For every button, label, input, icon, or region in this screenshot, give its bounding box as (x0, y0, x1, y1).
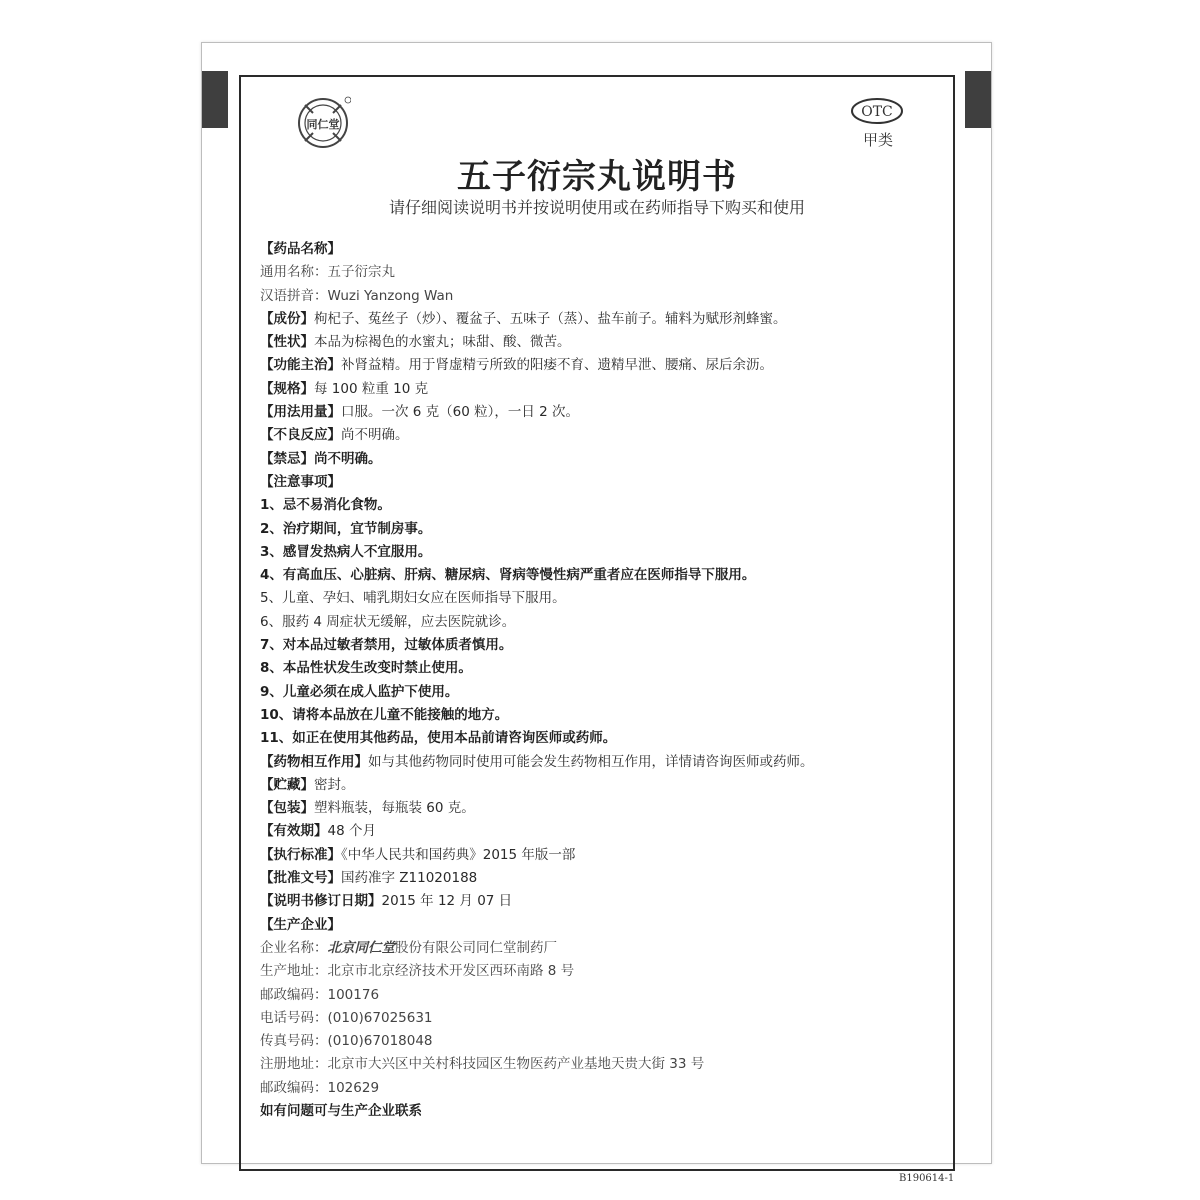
specification-row (260, 378, 940, 401)
precaution-item: 11、如正在使用其他药品，使用本品前请咨询医师或药师。 (260, 730, 617, 747)
fax-value: (010)67018048 (327, 1033, 433, 1050)
otc-class-label: 甲类 (862, 131, 893, 149)
left-edge-tab (202, 71, 228, 128)
precaution-item: 4、有高血压、心脏病、肝病、糖尿病、肾病等慢性病严重者应在医师指导下服用。 (260, 567, 756, 584)
approval-value: 国药准字 Z11020188 (341, 870, 478, 887)
precaution-item: 5、儿童、孕妇、哺乳期妇女应在医师指导下服用。 (260, 590, 566, 607)
storage-row (260, 774, 940, 797)
reg-zip-value: 102629 (327, 1079, 380, 1096)
address-label: 生产地址： (260, 963, 328, 980)
description-label: 【性状】 (260, 334, 314, 351)
generic-name-label: 通用名称： (260, 264, 328, 281)
precaution-item: 2、治疗期间，宜节制房事。 (260, 520, 432, 537)
contraindications-label: 【禁忌】 (260, 450, 314, 467)
adverse-row (260, 424, 940, 447)
document-subtitle: 请仔细阅读说明书并按说明使用或在药师指导下购买和使用 (388, 198, 805, 217)
reg-address-value: 北京市大兴区中关村科技园区生物医药产业基地天贵大街 33 号 (327, 1056, 705, 1073)
package-value: 塑料瓶装，每瓶装 60 克。 (314, 800, 475, 817)
manufacturer-heading: 【生产企业】 (260, 916, 341, 933)
zip-row (260, 984, 940, 1007)
ingredients-value: 枸杞子、菟丝子（炒）、覆盆子、五味子（蒸）、盐车前子。辅料为赋形剂蜂蜜。 (314, 310, 787, 327)
adverse-label: 【不良反应】 (260, 427, 341, 444)
description-value: 本品为棕褐色的水蜜丸；味甜、酸、微苦。 (314, 334, 571, 351)
reg-zip-row (260, 1077, 940, 1100)
pinyin-label: 汉语拼音： (260, 287, 328, 304)
company-brand: 北京同仁堂 (327, 939, 395, 956)
generic-name-value: 五子衍宗丸 (327, 264, 395, 281)
logo-text: 同仁堂 (306, 118, 340, 131)
phone-label: 电话号码： (260, 1009, 328, 1026)
revision-label: 【说明书修订日期】 (260, 893, 382, 910)
company-name: 股份有限公司同仁堂制药厂 (395, 939, 557, 956)
precaution-item: 7、对本品过敏者禁用，过敏体质者慎用。 (260, 637, 513, 654)
document-title: 五子衍宗丸说明书 (457, 157, 737, 197)
reg-address-label: 注册地址： (260, 1056, 328, 1073)
approval-row (260, 867, 940, 890)
storage-value: 密封。 (314, 776, 355, 793)
instruction-sheet (201, 42, 992, 1184)
package-row (260, 797, 940, 820)
fax-row (260, 1030, 940, 1053)
reg-zip-label: 邮政编码： (260, 1079, 328, 1096)
precaution-item: 9、儿童必须在成人监护下使用。 (260, 683, 459, 700)
company-row (260, 937, 940, 960)
contraindications-value: 尚不明确。 (314, 450, 382, 467)
dosage-value: 口服。一次 6 克（60 粒），一日 2 次。 (341, 404, 580, 421)
generic-name-row (260, 261, 940, 284)
dosage-label: 【用法用量】 (260, 404, 341, 421)
address-row (260, 960, 940, 983)
right-edge-tab (965, 71, 991, 128)
contact-note: 如有问题可与生产企业联系 (260, 1102, 422, 1119)
interactions-label: 【药物相互作用】 (260, 753, 368, 770)
specification-label: 【规格】 (260, 380, 314, 397)
pinyin-value: Wuzi Yanzong Wan (327, 287, 454, 304)
fax-label: 传真号码： (260, 1033, 328, 1050)
zip-value: 100176 (327, 986, 380, 1003)
specification-value: 每 100 粒重 10 克 (314, 380, 429, 397)
ingredients-label: 【成份】 (260, 310, 314, 327)
revision-row (260, 890, 940, 913)
standard-value: 《中华人民共和国药典》2015 年版一部 (341, 846, 576, 863)
drug-name-heading: 【药品名称】 (260, 241, 341, 257)
indications-value: 补肾益精。用于肾虚精亏所致的阳痿不育、遗精早泄、腰痛、尿后余沥。 (341, 357, 773, 374)
pinyin-row (260, 285, 940, 308)
reg-address-row (260, 1053, 940, 1076)
precautions-heading: 【注意事项】 (260, 473, 341, 490)
indications-row (260, 354, 940, 377)
dosage-row (260, 401, 940, 424)
phone-value: (010)67025631 (327, 1009, 433, 1026)
precaution-item: 8、本品性状发生改变时禁止使用。 (260, 660, 472, 677)
zip-label: 邮政编码： (260, 986, 328, 1003)
validity-label: 【有效期】 (260, 823, 328, 840)
phone-row (260, 1007, 940, 1030)
validity-value: 48 个月 (327, 823, 376, 840)
approval-label: 【批准文号】 (260, 870, 341, 887)
precaution-item: 6、服药 4 周症状无缓解，应去医院就诊。 (260, 613, 516, 630)
otc-badge (850, 97, 904, 125)
print-code: B190614-1 (899, 1173, 955, 1184)
precaution-item: 3、感冒发热病人不宜服用。 (260, 543, 432, 560)
interactions-value: 如与其他药物同时使用可能会发生药物相互作用，详情请咨询医师或药师。 (368, 753, 814, 770)
adverse-value: 尚不明确。 (341, 427, 409, 444)
indications-label: 【功能主治】 (260, 357, 341, 374)
company-label: 企业名称： (260, 939, 328, 956)
precaution-item: 1、忌不易消化食物。 (260, 497, 391, 514)
ingredients-row (260, 308, 940, 331)
precaution-item: 10、请将本品放在儿童不能接触的地方。 (260, 706, 509, 723)
interactions-row (260, 751, 940, 774)
package-label: 【包装】 (260, 800, 314, 817)
contraindications-row (260, 448, 940, 471)
otc-badge-text: OTC (861, 104, 893, 120)
standard-label: 【执行标准】 (260, 846, 341, 863)
instruction-body (260, 238, 940, 1123)
revision-value: 2015 年 12 月 07 日 (381, 893, 513, 910)
tongrentang-logo (295, 95, 351, 151)
validity-row (260, 820, 940, 843)
description-row (260, 331, 940, 354)
standard-row (260, 844, 940, 867)
storage-label: 【贮藏】 (260, 776, 314, 793)
address-value: 北京市北京经济技术开发区西环南路 8 号 (327, 963, 575, 980)
